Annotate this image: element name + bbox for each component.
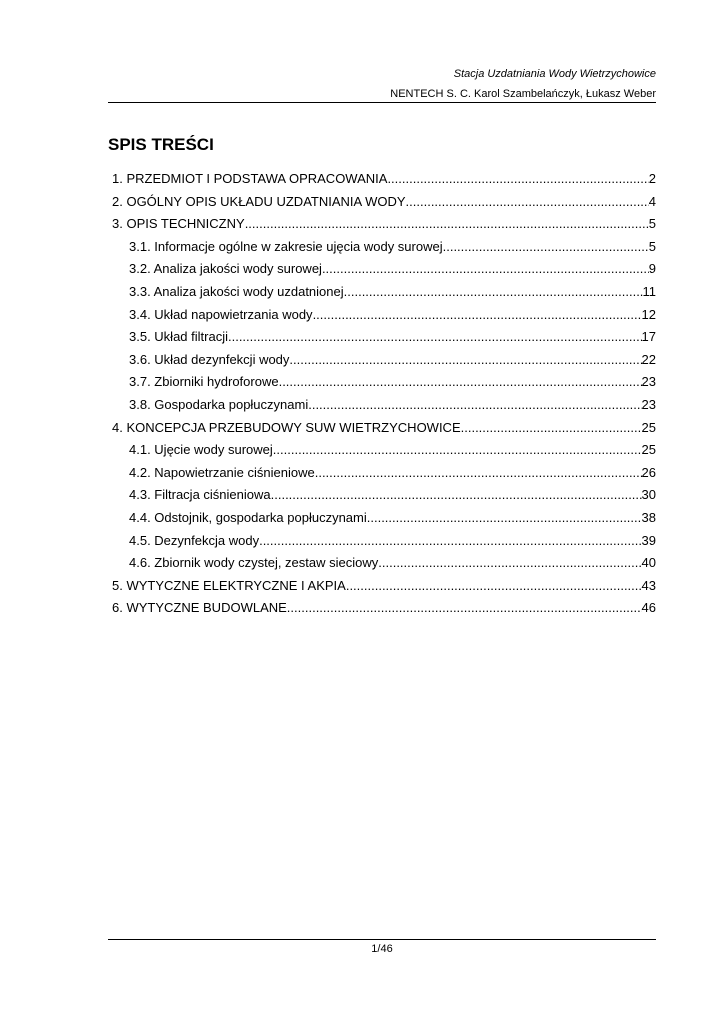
toc-entry-page: 39 — [641, 532, 656, 548]
toc-dot-leader — [461, 417, 642, 439]
toc-entry[interactable] — [112, 575, 656, 597]
toc-entry-page: 25 — [641, 419, 656, 435]
toc-entry[interactable] — [112, 213, 656, 235]
toc-dot-leader — [406, 191, 649, 213]
toc-dot-leader — [387, 168, 648, 190]
toc-entry-page: 4 — [648, 193, 656, 209]
toc-entry-page: 30 — [641, 487, 656, 503]
toc-entry[interactable] — [129, 326, 656, 348]
toc-entry-page: 26 — [641, 464, 656, 480]
toc-entry-page: 40 — [641, 555, 656, 571]
toc-entry-label: 2. OGÓLNY OPIS UKŁADU UZDATNIANIA WODY — [112, 193, 406, 209]
toc-entry[interactable] — [129, 236, 656, 258]
toc-entry[interactable] — [129, 394, 656, 416]
toc-dot-leader — [443, 236, 649, 258]
toc-dot-leader — [308, 394, 641, 416]
toc-dot-leader — [289, 349, 641, 371]
toc-entry-label: 4. KONCEPCJA PRZEBUDOWY SUW WIETRZYCHOWICE — [112, 419, 461, 435]
toc-entry-page: 12 — [641, 306, 656, 322]
toc-entry-label: 5. WYTYCZNE ELEKTRYCZNE I AKPIA — [112, 577, 346, 593]
toc-entry-label: 4.4. Odstojnik, gospodarka popłuczynami — [129, 510, 367, 525]
toc-dot-leader — [259, 530, 641, 552]
toc-dot-leader — [279, 371, 642, 393]
toc-entry[interactable] — [129, 462, 656, 484]
toc-entry-label: 4.6. Zbiornik wody czystej, zestaw sieciowy — [129, 555, 379, 571]
toc-entry-label: 3.6. Układ dezynfekcji wody — [129, 351, 290, 367]
toc-entry[interactable] — [129, 258, 656, 280]
toc-entry[interactable] — [129, 484, 656, 506]
toc-dot-leader — [245, 213, 649, 235]
toc-dot-leader — [315, 462, 642, 484]
toc-entry-label: 4.5. Dezynfekcja wody — [129, 532, 260, 548]
toc-dot-leader — [287, 597, 642, 619]
toc-entry-label: 6. WYTYCZNE BUDOWLANE — [112, 600, 287, 616]
toc-entry-label: 3.1. Informacje ogólne w zakresie ujęcia wody surowej — [129, 238, 443, 254]
toc-entry-label: 4.2. Napowietrzanie ciśnieniowe — [129, 464, 315, 480]
toc-entry-page: 2 — [648, 171, 656, 186]
toc-entry[interactable] — [129, 304, 656, 326]
page-number: 1/46 — [371, 943, 393, 955]
toc-dot-leader — [322, 258, 649, 280]
toc-entry[interactable] — [129, 439, 656, 461]
toc-dot-leader — [344, 281, 643, 303]
toc-entry-label: 4.3. Filtracja ciśnieniowa — [129, 487, 271, 503]
toc-entry[interactable] — [112, 417, 656, 439]
toc-entry-page: 5 — [648, 238, 656, 254]
toc-entry-label: 3.3. Analiza jakości wody uzdatnionej — [129, 284, 344, 299]
toc-entry-page: 43 — [641, 577, 656, 593]
header-project-name: Stacja Uzdatniania Wody Wietrzychowice — [453, 68, 656, 80]
toc-entry-page: 23 — [641, 374, 656, 390]
toc-entry[interactable] — [129, 371, 656, 393]
toc-dot-leader — [273, 439, 642, 461]
page-header — [108, 66, 656, 103]
toc-entry[interactable] — [129, 281, 656, 303]
toc-dot-leader — [271, 484, 642, 506]
toc-entry-page: 38 — [641, 510, 656, 525]
toc-entry-label: 3.8. Gospodarka popłuczynami — [129, 397, 309, 412]
page-footer — [108, 939, 656, 955]
toc-entry-label: 1. PRZEDMIOT I PODSTAWA OPRACOWANIA — [112, 171, 388, 186]
toc-entry-label: 3.4. Układ napowietrzania wody — [129, 306, 313, 322]
toc-entry-page: 23 — [641, 397, 656, 412]
toc-entry[interactable] — [129, 349, 656, 371]
toc-title: SPIS TREŚCI — [108, 135, 214, 154]
toc-entry[interactable] — [112, 168, 656, 190]
toc-dot-leader — [367, 507, 642, 529]
toc-dot-leader — [313, 304, 642, 326]
toc-entry-page: 9 — [648, 261, 656, 277]
toc-entry[interactable] — [112, 191, 656, 213]
toc-entry-label: 3.2. Analiza jakości wody surowej — [129, 261, 322, 277]
toc-dot-leader — [228, 326, 642, 348]
toc-entry-page: 5 — [648, 216, 656, 232]
toc-entry-page: 46 — [641, 600, 656, 616]
toc-entry-label: 3.7. Zbiorniki hydroforowe — [129, 374, 279, 390]
toc-dot-leader — [346, 575, 642, 597]
toc-entry[interactable] — [112, 597, 656, 619]
toc-entry-label: 3. OPIS TECHNICZNY — [112, 216, 245, 232]
toc-entry-page: 25 — [641, 442, 656, 458]
toc-entry-page: 17 — [641, 329, 656, 345]
toc-entry[interactable] — [129, 507, 656, 529]
toc-entry-page: 22 — [641, 351, 656, 367]
toc-dot-leader — [378, 552, 641, 574]
toc-entry-page: 11 — [642, 284, 656, 299]
toc-entry[interactable] — [129, 552, 656, 574]
toc-entry[interactable] — [129, 530, 656, 552]
toc-entry-label: 3.5. Układ filtracji — [129, 329, 228, 345]
header-company-name: NENTECH S. C. Karol Szambelańczyk, Łukasz Weber — [390, 88, 656, 100]
toc-entry-label: 4.1. Ujęcie wody surowej — [129, 442, 273, 458]
